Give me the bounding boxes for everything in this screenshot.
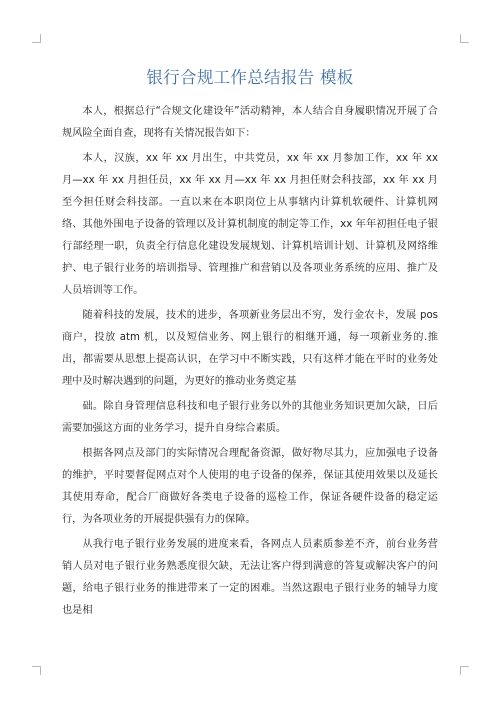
page-corner-mark-bottom-left [32, 666, 41, 675]
document-title: 银行合规工作总结报告 模板 [146, 68, 354, 87]
document-body [62, 101, 438, 625]
page-corner-mark-bottom-right [460, 666, 469, 675]
paragraph-background: 本人，汉族，xx 年 xx 月出生，中共党员，xx 年 xx 月参加工作，xx 年 xx 月—xx 年 xx 月担任员，xx 年 xx 月—xx 年 xx 月担任财会科技部，xx 年 xx 月至今担任财会科技部。一直以来在本职岗位上从事辖内计算机软硬件、计算机网络、其他外围电子设备的管理以及计算机制度的制定等工作，xx 年年初担任电子银行部经理一职，负责全行信息化建设发展规划、计算机培训计划、计算机及网络维护、电子银行业务的培训指导、管理推广和营销以及各项业务系统的应用、推广及人员培训等工作。 [62, 153, 438, 296]
page-corner-mark-top-right [460, 34, 469, 43]
paragraph-equipment: 根据各网点及部门的实际情况合理配备资源，做好物尽其力，应加强电子设备的维护，平时要督促网点对个人使用的电子设备的保养，保证其使用效果以及延长其使用寿命，配合厂商做好各类电子设备的巡检工作，保证各硬件设备的稳定运行，为各项业务的开展提供强有力的保障。 [62, 448, 438, 525]
paragraph-intro: 本人，根据总行“合规文化建设年”活动精神，本人结合自身履职情况开展了合规风险全面自查，现将有关情况报告如下： [62, 106, 438, 139]
paragraph-continuation: 础。除自身管理信息科技和电子银行业务以外的其他业务知识更加欠缺，日后需要加强这方面的业务学习，提升自身综合素质。 [62, 401, 438, 434]
page-corner-mark-top-left [32, 34, 41, 43]
paragraph-new-business: 随着科技的发展，技术的进步，各项新业务层出不穷，发行金农卡，发展 pos 商户，投放 atm 机，以及短信业务、网上银行的相继开通，每一项新业务的.推出，都需要从思想上提高认识，在学习中不断实践，只有这样才能在平时的业务处理中及时解决遇到的问题，为更好的推动业务奠定基 [62, 310, 438, 387]
paragraph-e-banking: 从我行电子银行业务发展的进度来看，各网点人员素质参差不齐，前台业务营销人员对电子银行业务熟悉度很欠缺，无法让客户得到满意的答复或解决客户的问题，给电子银行业务的推进带来了一定的困难。当然这跟电子银行业务的辅导力度也是相 [62, 539, 438, 616]
